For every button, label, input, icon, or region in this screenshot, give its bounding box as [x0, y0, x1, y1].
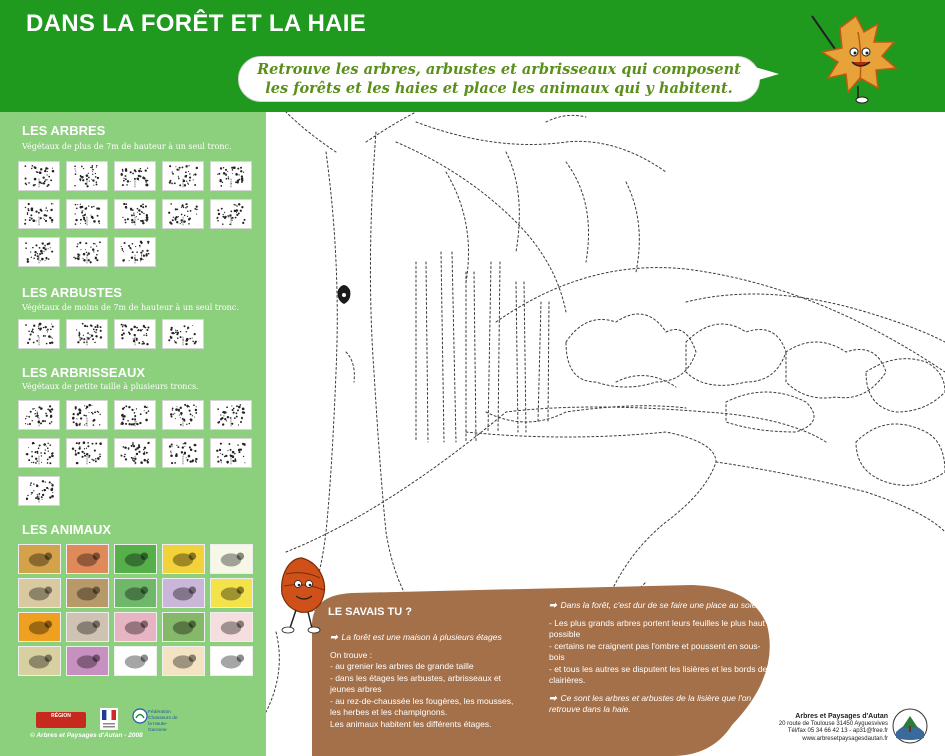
tree-thumbnail[interactable] — [162, 199, 204, 229]
section-title-arbrisseaux: LES ARBRISSEAUX — [22, 365, 146, 380]
instructions-text — [239, 60, 759, 98]
deer-icon[interactable] — [162, 646, 205, 676]
tree-thumbnail[interactable] — [114, 237, 156, 267]
butterfly-icon[interactable] — [66, 646, 109, 676]
info-right-bullet: - Les plus grands arbres portent leurs feuilles le plus haut possible — [549, 617, 765, 639]
section-subtitle-arbrisseaux: Végétaux de petite taille à plusieurs troncs. — [22, 382, 199, 391]
arrow-right-icon: ➡ — [330, 632, 338, 642]
republique-logo-icon — [100, 708, 118, 730]
caterpillar-icon[interactable] — [114, 578, 157, 608]
header-banner — [0, 0, 945, 112]
dragonfly-icon[interactable] — [114, 646, 157, 676]
arrow-right-icon: ➡ — [549, 600, 557, 610]
info-left-bullet: - au rez-de-chaussée les fougères, les mousses, les herbes et les champignons. — [330, 695, 514, 717]
tree-thumbnail[interactable] — [114, 199, 156, 229]
tree-thumbnail[interactable] — [210, 161, 252, 191]
contact-block — [760, 713, 888, 743]
info-right-column — [549, 600, 775, 716]
bush-thumbnail[interactable] — [18, 400, 60, 430]
bush-thumbnail[interactable] — [18, 476, 60, 506]
federation-logo-text: Fédération Chasseurs de la Haute-Garonne — [148, 710, 178, 733]
page-title: DANS LA FORÊT ET LA HAIE — [26, 10, 367, 37]
info-right-bullet: - et tous les autres se disputent les lisières et les bords de clairières. — [549, 663, 768, 685]
hedgehog-icon[interactable] — [18, 578, 61, 608]
federation-logo — [132, 708, 180, 733]
tree-thumbnail[interactable] — [66, 161, 108, 191]
contact-website: www.arbresetpaysagesdautan.fr — [802, 735, 888, 742]
section-title-arbres: LES ARBRES — [22, 123, 106, 138]
association-logo-icon — [892, 708, 928, 744]
shrub-thumbnail[interactable] — [114, 319, 156, 349]
speech-bubble — [238, 56, 760, 102]
tree-thumbnail[interactable] — [18, 199, 60, 229]
boar-icon[interactable] — [162, 612, 205, 642]
region-logo-label: RÉGION — [51, 713, 71, 719]
owl-icon[interactable] — [66, 612, 109, 642]
mouse-icon[interactable] — [162, 578, 205, 608]
lizard-icon[interactable] — [210, 612, 253, 642]
bush-thumbnail[interactable] — [162, 438, 204, 468]
fox-icon[interactable] — [18, 612, 61, 642]
info-left-bullet: - dans les étages les arbustes, arbrisseaux et jeunes arbres — [330, 672, 502, 694]
info-left-intro: On trouve : — [330, 649, 373, 660]
tree-thumbnail[interactable] — [66, 199, 108, 229]
deer-icon[interactable] — [114, 612, 157, 642]
copyright-text: © Arbres et Paysages d'Autan - 2008 — [30, 732, 143, 739]
tree-thumbnail[interactable] — [162, 161, 204, 191]
tree-thumbnail[interactable] — [18, 237, 60, 267]
info-left-closing: Les animaux habitent les différents étages. — [330, 718, 492, 729]
shrub-thumbnail[interactable] — [162, 319, 204, 349]
info-left-bullet: - au grenier les arbres de grande taille — [330, 661, 474, 671]
bush-thumbnail[interactable] — [210, 438, 252, 468]
section-title-arbustes: LES ARBUSTES — [22, 285, 122, 300]
arrow-right-icon: ➡ — [549, 692, 557, 703]
contact-address: 20 route de Toulouse 31450 Ayguesvives — [778, 720, 888, 727]
contact-org: Arbres et Paysages d'Autan — [795, 713, 888, 720]
contact-phone: Tél/fax 05 34 66 42 13 - ap31@free.fr — [787, 728, 888, 734]
shrub-thumbnail[interactable] — [66, 319, 108, 349]
bush-thumbnail[interactable] — [66, 438, 108, 468]
snail-icon[interactable] — [18, 646, 61, 676]
info-left-headline: La forêt est une maison à plusieurs étages — [341, 632, 502, 642]
info-right-closing: Ce sont les arbres et arbustes de la lisière que l'on retrouve dans la haie. — [549, 692, 752, 714]
sidebar — [0, 112, 266, 756]
woodpecker-icon[interactable] — [210, 646, 253, 676]
bush-thumbnail[interactable] — [114, 400, 156, 430]
bush-thumbnail[interactable] — [18, 438, 60, 468]
federation-logo-icon — [132, 708, 148, 724]
hedgehog-icon[interactable] — [66, 578, 109, 608]
bush-thumbnail[interactable] — [114, 438, 156, 468]
instructions-line-1: Retrouve les arbres, arbustes et arbrisseaux qui composent — [257, 61, 741, 78]
tree-thumbnail[interactable] — [114, 161, 156, 191]
bush-thumbnail[interactable] — [210, 400, 252, 430]
info-left-column — [330, 632, 520, 730]
info-right-bullet: - certains ne craignent pas l'ombre et poussent en sous-bois — [549, 640, 761, 662]
shrub-thumbnail[interactable] — [18, 319, 60, 349]
bird-icon[interactable] — [18, 544, 61, 574]
info-right-headline: Dans la forêt, c'est dur de se faire une place au soleil! — [560, 600, 763, 610]
leaf-mascot-icon — [808, 12, 904, 104]
instructions-line-2: les forêts et les haies et place les animaux qui y habitent. — [265, 80, 733, 97]
section-title-animaux: LES ANIMAUX — [22, 522, 112, 537]
section-subtitle-arbres: Végétaux de plus de 7m de hauteur à un seul tronc. — [22, 142, 232, 151]
bush-thumbnail[interactable] — [66, 400, 108, 430]
snake-icon[interactable] — [210, 578, 253, 608]
tree-thumbnail[interactable] — [66, 237, 108, 267]
savais-tu-title: LE SAVAIS TU ? — [328, 606, 412, 618]
ladybug-icon[interactable] — [162, 544, 205, 574]
bush-thumbnail[interactable] — [162, 400, 204, 430]
leaf-character-icon — [276, 556, 332, 636]
squirrel-icon[interactable] — [66, 544, 109, 574]
tree-thumbnail[interactable] — [210, 199, 252, 229]
bee-icon[interactable] — [210, 544, 253, 574]
frog-icon[interactable] — [114, 544, 157, 574]
partner-logos — [30, 708, 190, 732]
section-subtitle-arbustes: Végétaux de moins de 7m de hauteur à un seul tronc. — [22, 303, 239, 312]
tree-thumbnail[interactable] — [18, 161, 60, 191]
region-logo — [36, 712, 86, 728]
